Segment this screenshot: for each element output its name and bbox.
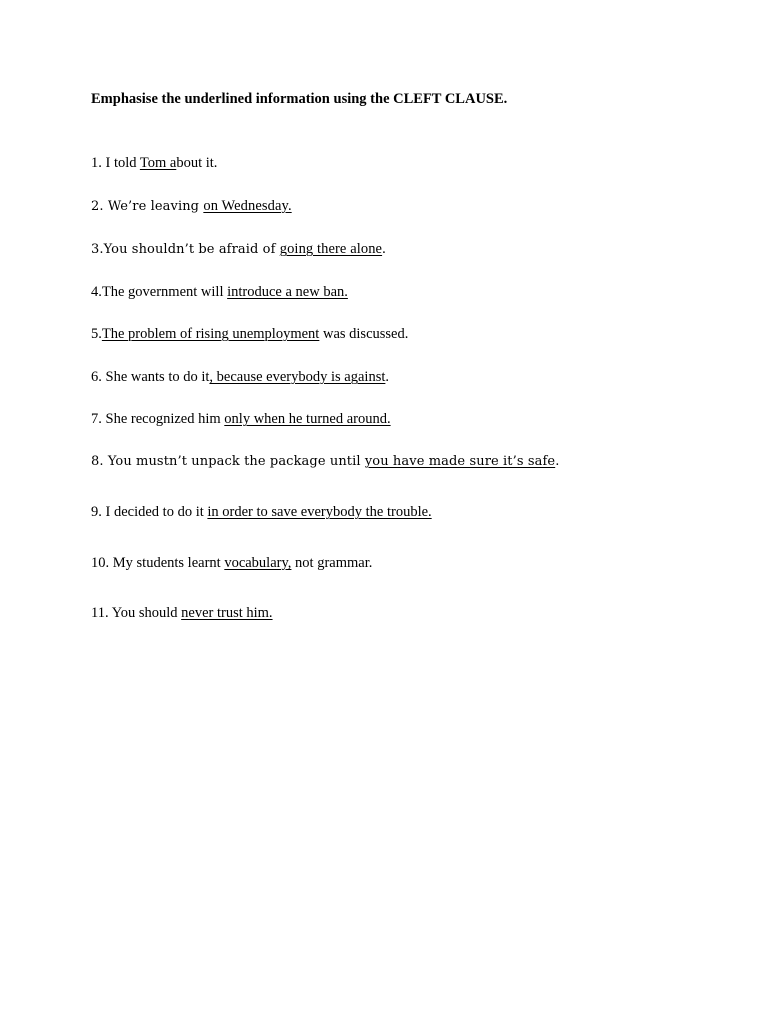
item-underlined-text: , because everybody is against (209, 369, 386, 385)
exercise-item-2 (91, 197, 292, 216)
item-underlined-text: in order to save everybody the trouble. (207, 504, 432, 520)
item-number: 2. (91, 199, 108, 214)
item-text-before: The government will (101, 284, 228, 300)
item-text-before: You should (111, 605, 182, 621)
exercise-item-10 (91, 554, 372, 572)
item-number: 9. (91, 504, 106, 520)
item-underlined-text: you have made sure it’s safe (364, 454, 556, 469)
item-text-after: was discussed. (319, 326, 409, 342)
item-underlined-text: never trust him. (181, 605, 273, 621)
exercise-item-9 (91, 503, 432, 521)
item-number: 7. (91, 411, 106, 427)
item-text-before: She wants to do it (105, 369, 210, 385)
item-text-after: . (555, 454, 560, 469)
item-number: 11. (91, 605, 112, 621)
exercise-item-5 (91, 325, 408, 343)
item-number: 5. (91, 326, 102, 342)
item-number: 8. (91, 454, 108, 469)
exercise-item-8 (91, 453, 559, 471)
item-text-after: . (385, 369, 390, 385)
item-underlined-text: only when he turned around. (224, 411, 391, 427)
item-underlined-text: Tom a (139, 155, 177, 171)
exercise-item-6 (91, 368, 389, 386)
item-underlined-text: The problem of rising unemployment (101, 326, 320, 342)
item-number: 3. (91, 242, 104, 257)
worksheet-instruction-title: Emphasise the underlined information using the CLEFT CLAUSE. (91, 91, 508, 107)
exercise-item-11 (91, 604, 273, 622)
item-text-before: She recognized him (105, 411, 225, 427)
item-number: 10. (91, 555, 113, 571)
exercise-item-3 (91, 240, 386, 259)
exercise-item-7 (91, 410, 391, 428)
exercise-item-1 (91, 154, 217, 172)
item-number: 4. (91, 284, 102, 300)
item-underlined-text: on Wednesday. (203, 198, 292, 214)
item-text-before: You mustn’t unpack the package until (107, 454, 365, 469)
item-underlined-text: vocabulary, (224, 555, 292, 571)
item-text-before: I decided to do it (105, 504, 208, 520)
item-number: 6. (91, 369, 106, 385)
item-text-after: bout it. (176, 155, 218, 171)
item-text-after: . (382, 241, 386, 257)
exercise-item-4 (91, 283, 348, 301)
item-underlined-text: going there alone (279, 241, 383, 257)
item-text-after: not grammar. (291, 555, 373, 571)
item-text-before: We’re leaving (107, 199, 204, 214)
item-number: 1. (91, 155, 106, 171)
item-text-before: My students learnt (112, 555, 225, 571)
item-text-before: You shouldn’t be afraid of (103, 242, 280, 257)
item-underlined-text: introduce a new ban. (227, 284, 348, 300)
item-text-before: I told (105, 155, 140, 171)
